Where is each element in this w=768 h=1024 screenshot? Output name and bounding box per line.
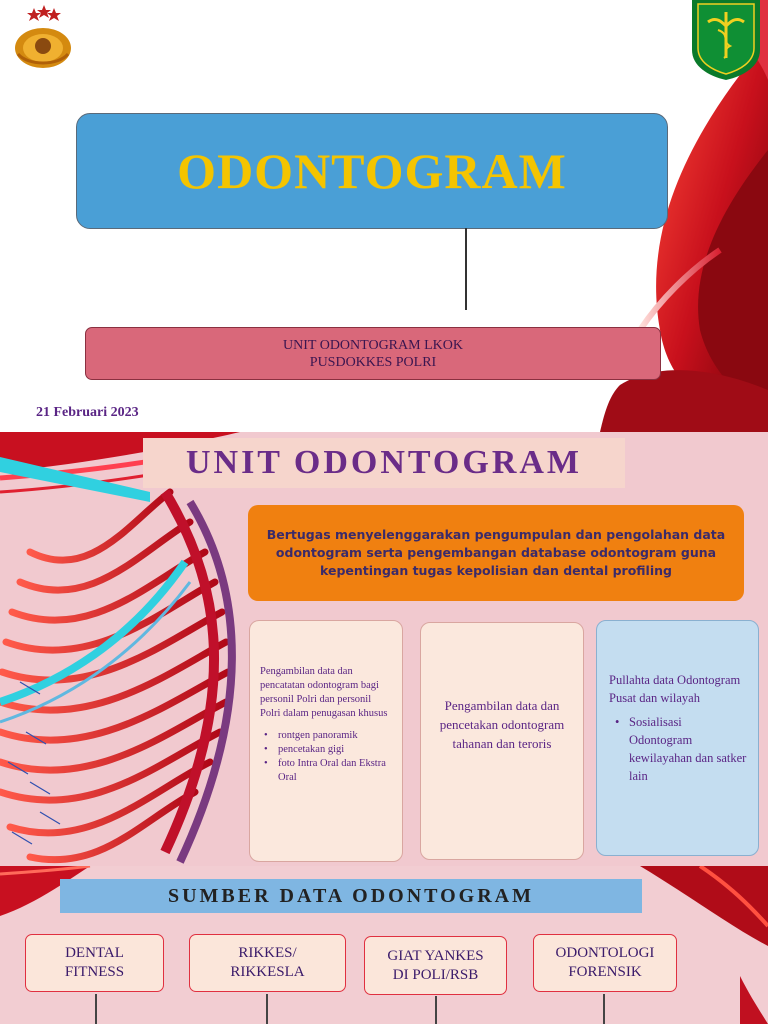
- connector-line: [603, 994, 605, 1024]
- task-text: Bertugas menyelenggarakan pengumpulan dan pengolahan data odontogram serta pengembangan database odontogram guna kepentingan tugas kepolisian dan dental profiling: [266, 527, 726, 578]
- slide-cover: [0, 0, 768, 432]
- source-label: DI POLI/RSB: [392, 966, 479, 983]
- card-personil-list: [260, 729, 394, 785]
- source-box-forensik: [533, 934, 677, 992]
- card-pullahta-text: Pullahta data Odontogram Pusat dan wilayah: [609, 673, 741, 705]
- connector-line: [266, 994, 268, 1024]
- source-label: RIKKES/: [238, 945, 297, 961]
- card-personil: [249, 620, 403, 862]
- source-label: FITNESS: [64, 964, 125, 980]
- polri-emblem-icon: [8, 2, 78, 72]
- section-title: SUMBER DATA ODONTOGRAM: [167, 884, 535, 907]
- card-personil-text: Pengambilan data dan pencatatan odontogram bagi personil Polri dan personil Polri dalam penugasan khusus: [260, 666, 388, 719]
- list-item: • rontgen panoramik: [278, 729, 394, 743]
- card-pullahta-list: [609, 713, 748, 785]
- date-label: 21 Februari 2023: [36, 405, 139, 420]
- connector-line: [435, 996, 437, 1024]
- connector-line: [465, 228, 467, 310]
- section-title-box: [143, 438, 625, 488]
- source-label: RIKKESLA: [230, 964, 305, 980]
- unit-box: [85, 327, 661, 380]
- unit-line-1: UNIT ODONTOGRAM LKOK: [283, 337, 463, 353]
- list-item: • pencetakan gigi: [278, 743, 394, 757]
- card-tahanan: [420, 622, 584, 860]
- connector-line: [95, 994, 97, 1024]
- card-pullahta: [596, 620, 759, 856]
- task-box: [248, 505, 744, 601]
- section-title: UNIT ODONTOGRAM: [185, 444, 583, 481]
- pusdokkes-emblem-icon: [686, 0, 766, 80]
- page-title: ODONTOGRAM: [177, 143, 567, 199]
- unit-line-2: PUSDOKKES POLRI: [309, 354, 437, 370]
- source-box-rikkes: [189, 934, 346, 992]
- source-label: ODONTOLOGI: [555, 945, 655, 961]
- list-item: • foto Intra Oral dan Ekstra Oral: [278, 757, 394, 785]
- source-box-yankes: [364, 936, 507, 995]
- source-label: FORENSIK: [568, 964, 642, 980]
- slide-unit-odontogram: [0, 432, 768, 866]
- source-label: GIAT YANKES: [387, 947, 484, 964]
- source-box-dental: [25, 934, 164, 992]
- card-tahanan-text: Pengambilan data dan pencetakan odontogram tahanan dan teroris: [439, 698, 565, 751]
- section-title-box: [60, 879, 642, 913]
- source-label: DENTAL: [65, 945, 124, 961]
- list-item: • Sosialisasi Odontogram kewilayahan dan satker lain: [629, 713, 748, 785]
- slide-sumber-data: [0, 866, 768, 1024]
- title-box: [76, 113, 668, 229]
